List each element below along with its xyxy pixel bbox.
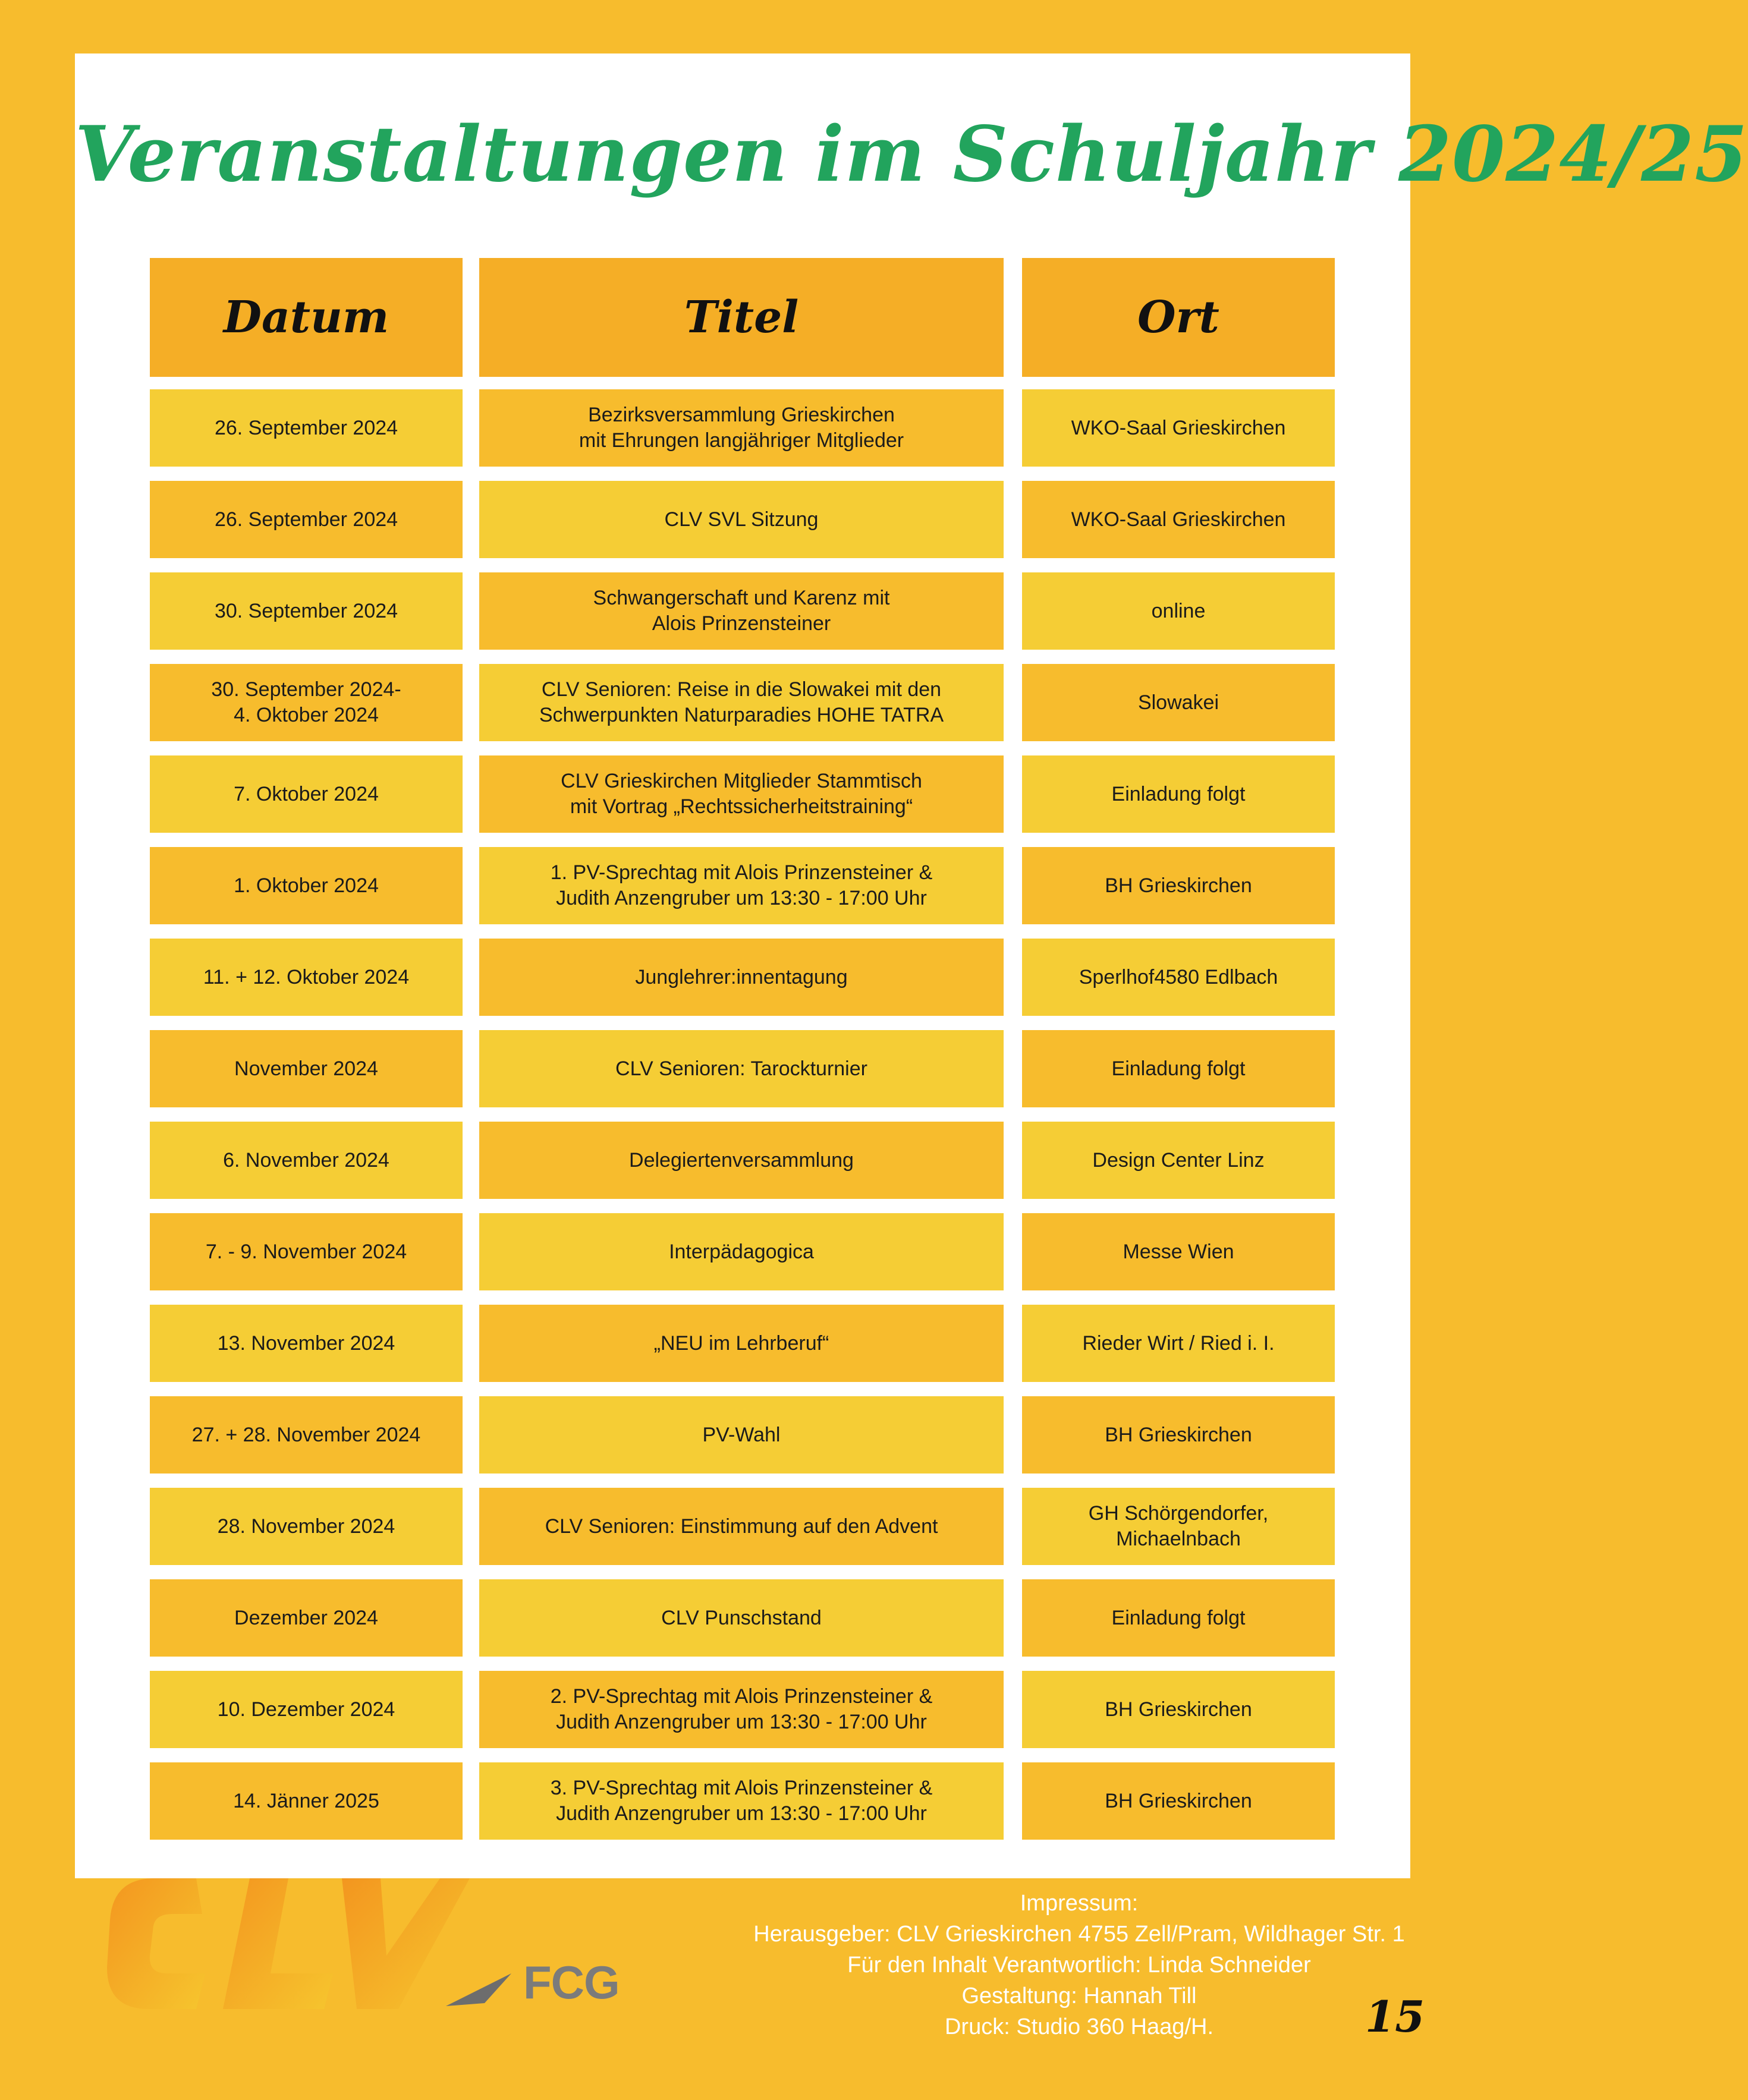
event-title: CLV Grieskirchen Mitglieder Stammtisch mit Vortrag „Rechtssicherheitstraining“: [479, 755, 1004, 833]
logo-letter-c: [107, 1878, 205, 2009]
event-place: Sperlhof4580 Edlbach: [1022, 939, 1335, 1016]
event-date: 13. November 2024: [150, 1305, 463, 1382]
event-place: Einladung folgt: [1022, 755, 1335, 833]
event-title: 2. PV-Sprechtag mit Alois Prinzensteiner & Judith Anzengruber um 13:30 - 17:00 Uhr: [479, 1671, 1004, 1748]
impressum-line: Impressum:: [1020, 1891, 1139, 1916]
event-title: Bezirksversammlung Grieskirchen mit Ehrungen langjähriger Mitglieder: [479, 389, 1004, 467]
event-date: 11. + 12. Oktober 2024: [150, 939, 463, 1016]
event-place: WKO-Saal Grieskirchen: [1022, 481, 1335, 558]
event-date: 30. September 2024: [150, 572, 463, 650]
event-date: November 2024: [150, 1030, 463, 1107]
impressum-line: Druck: Studio 360 Haag/H.: [944, 2014, 1213, 2039]
event-place: BH Grieskirchen: [1022, 1762, 1335, 1840]
page-title: Veranstaltungen im Schuljahr 2024/25: [75, 110, 1748, 199]
event-date: 14. Jänner 2025: [150, 1762, 463, 1840]
event-place: BH Grieskirchen: [1022, 1396, 1335, 1474]
event-place: BH Grieskirchen: [1022, 1671, 1335, 1748]
event-place: WKO-Saal Grieskirchen: [1022, 389, 1335, 467]
event-title: Schwangerschaft und Karenz mit Alois Prinzensteiner: [479, 572, 1004, 650]
logo-letter-v: [342, 1878, 470, 2009]
event-title: Interpädagogica: [479, 1213, 1004, 1290]
header-place: Ort: [1022, 258, 1335, 377]
fcg-arrow-icon: [446, 1973, 511, 2006]
event-title: 3. PV-Sprechtag mit Alois Prinzensteiner & Judith Anzengruber um 13:30 - 17:00 Uhr: [479, 1762, 1004, 1840]
event-place: Slowakei: [1022, 664, 1335, 741]
event-title: CLV Senioren: Reise in die Slowakei mit den Schwerpunkten Naturparadies HOHE TATRA: [479, 664, 1004, 741]
fcg-logo-text: FCG: [523, 1956, 620, 2008]
event-title: CLV Senioren: Tarockturnier: [479, 1030, 1004, 1107]
header-title: Titel: [479, 258, 1004, 377]
event-date: 26. September 2024: [150, 389, 463, 467]
event-date: Dezember 2024: [150, 1579, 463, 1657]
event-place: Rieder Wirt / Ried i. I.: [1022, 1305, 1335, 1382]
event-date: 10. Dezember 2024: [150, 1671, 463, 1748]
header-date: Datum: [150, 258, 463, 377]
logo-letter-l: [223, 1878, 333, 2009]
event-title: Delegiertenversammlung: [479, 1122, 1004, 1199]
event-title: Junglehrer:innentagung: [479, 939, 1004, 1016]
event-date: 7. Oktober 2024: [150, 755, 463, 833]
event-title: CLV Senioren: Einstimmung auf den Advent: [479, 1488, 1004, 1565]
event-place: Einladung folgt: [1022, 1030, 1335, 1107]
event-title: CLV Punschstand: [479, 1579, 1004, 1657]
page-number: 15: [1365, 1991, 1425, 2042]
event-place: online: [1022, 572, 1335, 650]
event-place: Messe Wien: [1022, 1213, 1335, 1290]
impressum-line: Für den Inhalt Verantwortlich: Linda Schneider: [847, 1953, 1311, 1978]
impressum-line: Herausgeber: CLV Grieskirchen 4755 Zell/Pram, Wildhager Str. 1: [753, 1922, 1405, 1947]
event-date: 1. Oktober 2024: [150, 847, 463, 924]
event-title: „NEU im Lehrberuf“: [479, 1305, 1004, 1382]
event-title: CLV SVL Sitzung: [479, 481, 1004, 558]
event-place: Einladung folgt: [1022, 1579, 1335, 1657]
event-title: PV-Wahl: [479, 1396, 1004, 1474]
event-date: 27. + 28. November 2024: [150, 1396, 463, 1474]
event-date: 28. November 2024: [150, 1488, 463, 1565]
event-date: 26. September 2024: [150, 481, 463, 558]
impressum: [696, 1888, 1463, 2042]
impressum-line: Gestaltung: Hannah Till: [961, 1983, 1197, 2008]
event-place: BH Grieskirchen: [1022, 847, 1335, 924]
event-place: GH Schörgendorfer, Michaelnbach: [1022, 1488, 1335, 1565]
event-title: 1. PV-Sprechtag mit Alois Prinzensteiner & Judith Anzengruber um 13:30 - 17:00 Uhr: [479, 847, 1004, 924]
event-place: Design Center Linz: [1022, 1122, 1335, 1199]
event-date: 7. - 9. November 2024: [150, 1213, 463, 1290]
event-date: 6. November 2024: [150, 1122, 463, 1199]
event-date: 30. September 2024- 4. Oktober 2024: [150, 664, 463, 741]
